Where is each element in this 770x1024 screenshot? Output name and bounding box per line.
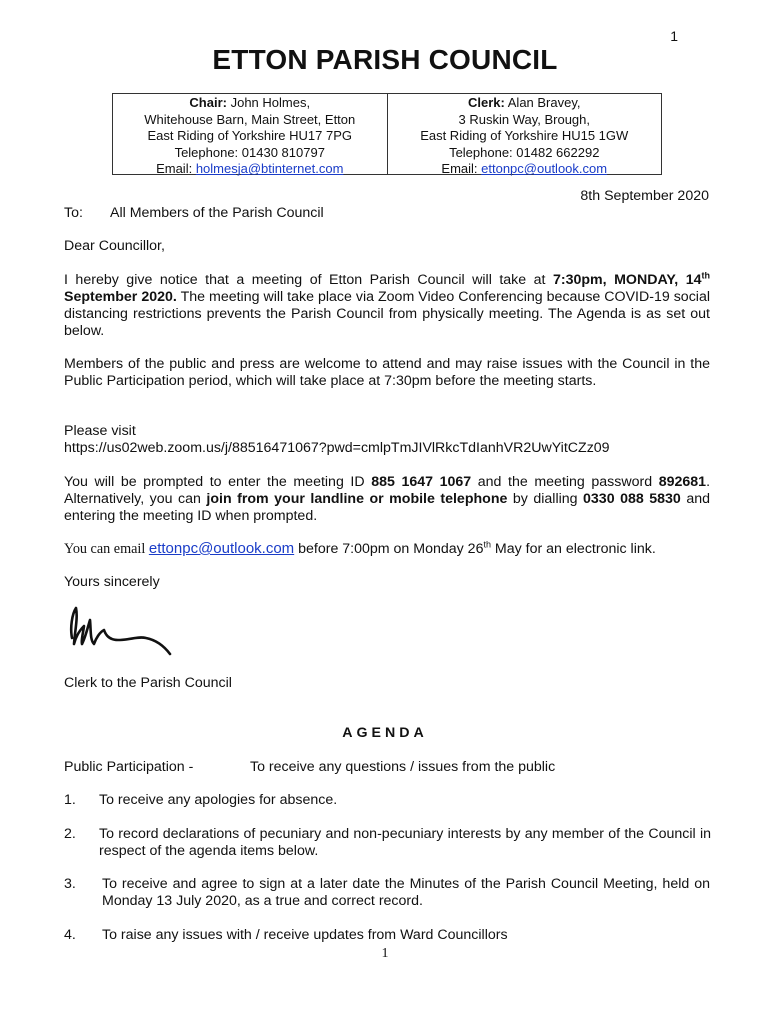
- public-participation-text: To receive any questions / issues from the public: [250, 759, 556, 775]
- letter-date: 8th September 2020: [580, 188, 709, 204]
- chair-email-label: Email:: [156, 161, 196, 176]
- meeting-details-paragraph: [64, 474, 710, 525]
- contact-box: [112, 93, 662, 175]
- email-text-1: You can email: [64, 541, 149, 557]
- sign-off: Clerk to the Parish Council: [64, 675, 232, 691]
- clerk-address-line2: East Riding of Yorkshire HU15 1GW: [420, 128, 629, 143]
- chair-email-link[interactable]: holmesja@btinternet.com: [195, 161, 344, 176]
- chair-telephone: Telephone: 01430 810797: [174, 144, 325, 160]
- agenda-item-text: To raise any issues with / receive updates from Ward Councillors: [102, 927, 508, 943]
- chair-contact: [113, 94, 387, 174]
- meeting-month-year: September 2020.: [64, 289, 177, 305]
- clerk-address-line1: 3 Ruskin Way, Brough,: [458, 111, 590, 127]
- join-by-phone: join from your landline or mobile telephone: [206, 491, 508, 507]
- agenda-item-text: To receive any apologies for absence.: [99, 792, 338, 808]
- page-number: 1: [670, 28, 678, 44]
- chair-address-line1: Whitehouse Barn, Main Street, Etton: [144, 111, 356, 127]
- meeting-password: 892681: [658, 474, 707, 490]
- zoom-url[interactable]: https://us02web.zoom.us/j/88516471067?pwd=cmlpTmJIVlRkcTdIanhVR2UwYitCZz09: [64, 440, 610, 456]
- clerk-telephone: Telephone: 01482 662292: [449, 144, 600, 160]
- meeting-text-3: . Alternatively, you can: [64, 474, 711, 507]
- meeting-id: 885 1647 1067: [371, 474, 472, 490]
- agenda-item: [64, 792, 710, 812]
- salutation: Dear Councillor,: [64, 238, 165, 254]
- page-number-footer: 1: [381, 946, 389, 961]
- email-text-3: May for an electronic link.: [490, 541, 656, 557]
- agenda-item-number: 1.: [64, 792, 76, 808]
- clerk-email-link[interactable]: ettonpc@outlook.com: [481, 161, 608, 176]
- notice-text: I hereby give notice that a meeting of Etton Parish Council will take at: [64, 272, 553, 288]
- agenda-item-text: To receive and agree to sign at a later date the Minutes of the Parish Council Meeting, held on Monday 13 July 2020, as a true and correct record.: [102, 876, 710, 909]
- meeting-time-day: 7:30pm, MONDAY, 14: [552, 272, 702, 288]
- meeting-text-4: by dialling: [507, 491, 584, 507]
- agenda-item-number: 3.: [64, 876, 76, 892]
- public-press-paragraph: Members of the public and press are welcome to attend and may raise issues with the Council in the Public Participation period, which will take place at 7:30pm before the meeting starts.: [64, 356, 710, 389]
- notice-paragraph: [64, 272, 710, 340]
- meeting-text-2: and the meeting password: [471, 474, 659, 490]
- clerk-label: Clerk:: [468, 95, 505, 110]
- agenda-item-number: 4.: [64, 927, 76, 943]
- clerk-email-label: Email:: [441, 161, 482, 176]
- meeting-text-5: and entering the meeting ID when prompted.: [64, 491, 710, 524]
- email-paragraph: [64, 540, 710, 558]
- chair-name: John Holmes,: [226, 95, 311, 110]
- ordinal-suffix: th: [701, 270, 710, 281]
- clerk-name: Alan Bravey,: [504, 95, 581, 110]
- visit-label: Please visit: [64, 423, 136, 439]
- dial-in-number: 0330 088 5830: [583, 491, 681, 507]
- clerk-contact: [387, 94, 662, 174]
- agenda-item-number: 2.: [64, 826, 76, 842]
- clerk-email-inline-link[interactable]: ettonpc@outlook.com: [148, 540, 295, 557]
- clerk-signature: [66, 600, 176, 662]
- notice-text-continued: The meeting will take place via Zoom Video Conferencing because COVID-19 social distancing restrictions prevents the Parish Council from physically meeting. The Agenda is as set out below.: [64, 289, 710, 339]
- public-participation-row: [64, 759, 710, 776]
- agenda-item: [64, 876, 710, 912]
- agenda-item: [64, 927, 710, 947]
- chair-address-line2: East Riding of Yorkshire HU17 7PG: [147, 128, 352, 143]
- recipient-line: [64, 205, 324, 221]
- chair-label: Chair:: [189, 95, 227, 110]
- email-ordinal-suffix: th: [483, 539, 491, 550]
- email-text-2: before 7:00pm on Monday 26: [294, 541, 484, 557]
- agenda-item: [64, 826, 710, 862]
- to-value: All Members of the Parish Council: [110, 205, 324, 221]
- agenda-title: AGENDA: [342, 725, 428, 741]
- closing: Yours sincerely: [64, 574, 160, 590]
- to-label: To:: [64, 205, 83, 221]
- agenda-item-text: To record declarations of pecuniary and non-pecuniary interests by any member of the Council in respect of the agenda items below.: [99, 826, 711, 859]
- page-title: ETTON PARISH COUNCIL: [212, 44, 558, 75]
- meeting-text-1: You will be prompted to enter the meeting ID: [64, 474, 372, 490]
- public-participation-label: Public Participation -: [64, 759, 194, 775]
